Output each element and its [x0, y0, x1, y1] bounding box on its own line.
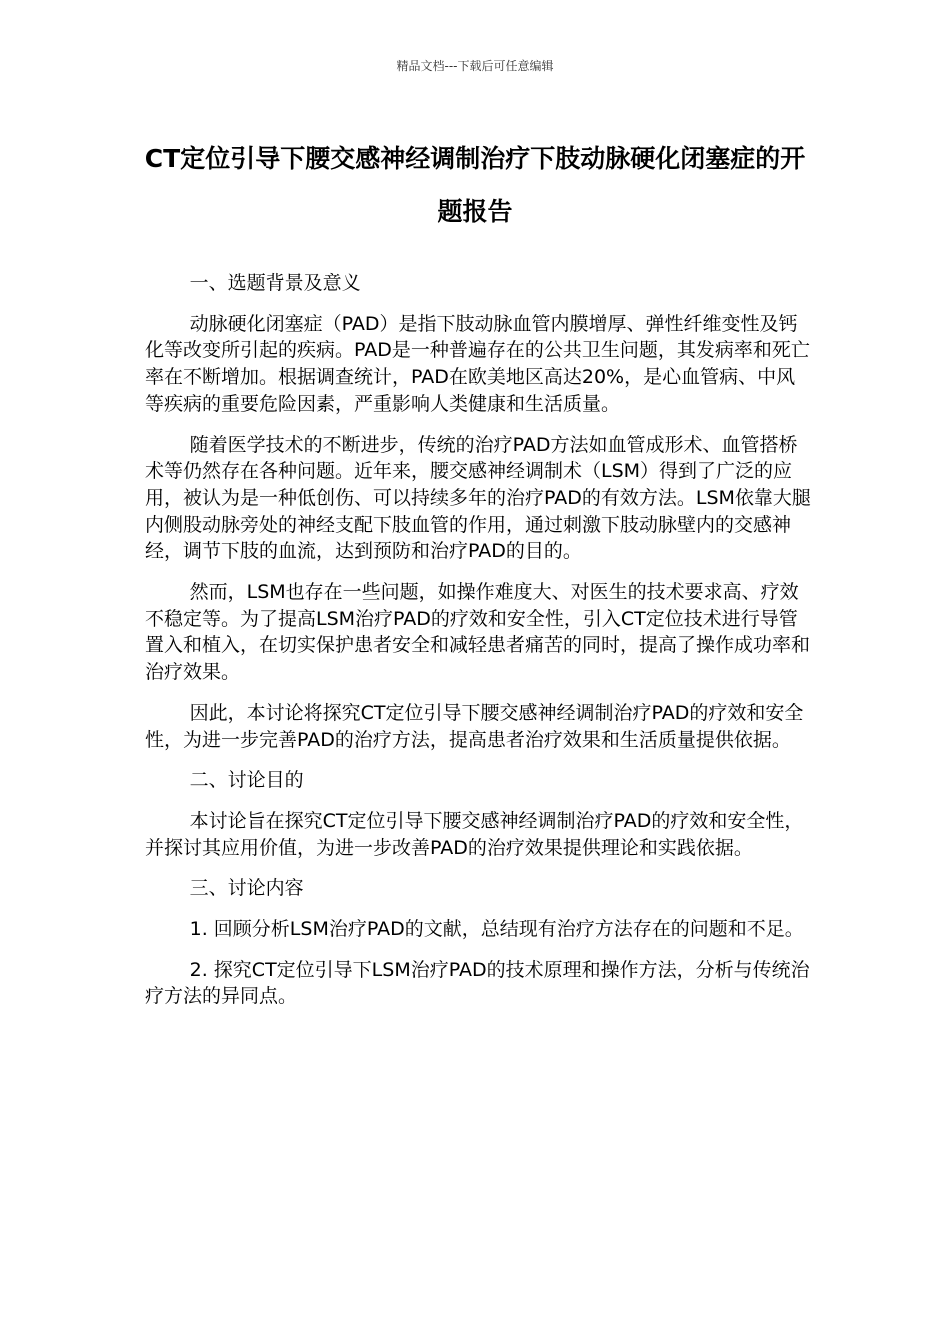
paragraph: 因此，本讨论将探究CT定位引导下腰交感神经调制治疗PAD的疗效和安全性，为进一步完善PAD的治疗方法，提高患者治疗效果和生活质量提供依据。: [145, 701, 804, 751]
section-heading-content: 三、讨论内容: [189, 877, 304, 900]
document-body: [145, 270, 811, 1024]
paragraph: 然而，LSM也存在一些问题，如操作难度大、对医生的技术要求高、疗效不稳定等。为了提高LSM治疗PAD的疗效和安全性，引入CT定位技术进行导管置入和植入，在切实保护患者安全和减轻患者痛苦的同时，提高了操作成功率和治疗效果。: [145, 581, 811, 684]
list-item: 2. 探究CT定位引导下LSM治疗PAD的技术原理和操作方法，分析与传统治疗方法的异同点。: [145, 958, 810, 1008]
paragraph: 随着医学技术的不断进步，传统的治疗PAD方法如血管成形术、血管搭桥术等仍然存在各种问题。近年来，腰交感神经调制术（LSM）得到了广泛的应用，被认为是一种低创伤、可以持续多年的治疗PAD的有效方法。LSM依靠大腿内侧股动脉旁处的神经支配下肢血管的作用，通过刺激下肢动脉壁内的交感神经，调节下肢的血流，达到预防和治疗PAD的目的。: [145, 433, 811, 563]
section-heading-purpose: 二、讨论目的: [189, 769, 304, 792]
document-title: CT定位引导下腰交感神经调制治疗下肢动脉硬化闭塞症的开题报告: [144, 144, 806, 226]
page-header-note: 精品文档---下载后可任意编辑: [396, 59, 554, 73]
paragraph: 动脉硬化闭塞症（PAD）是指下肢动脉血管内膜增厚、弹性纤维变性及钙化等改变所引起的疾病。PAD是一种普遍存在的公共卫生问题，其发病率和死亡率在不断增加。根据调查统计，PAD在欧美地区高达20%，是心血管病、中风等疾病的重要危险因素，严重影响人类健康和生活质量。: [145, 312, 810, 415]
paragraph: 本讨论旨在探究CT定位引导下腰交感神经调制治疗PAD的疗效和安全性，并探讨其应用价值，为进一步改善PAD的治疗效果提供理论和实践依据。: [145, 809, 804, 859]
list-item: 1. 回顾分析LSM治疗PAD的文献，总结现有治疗方法存在的问题和不足。: [189, 918, 804, 941]
section-heading-background: 一、选题背景及意义: [189, 272, 361, 294]
